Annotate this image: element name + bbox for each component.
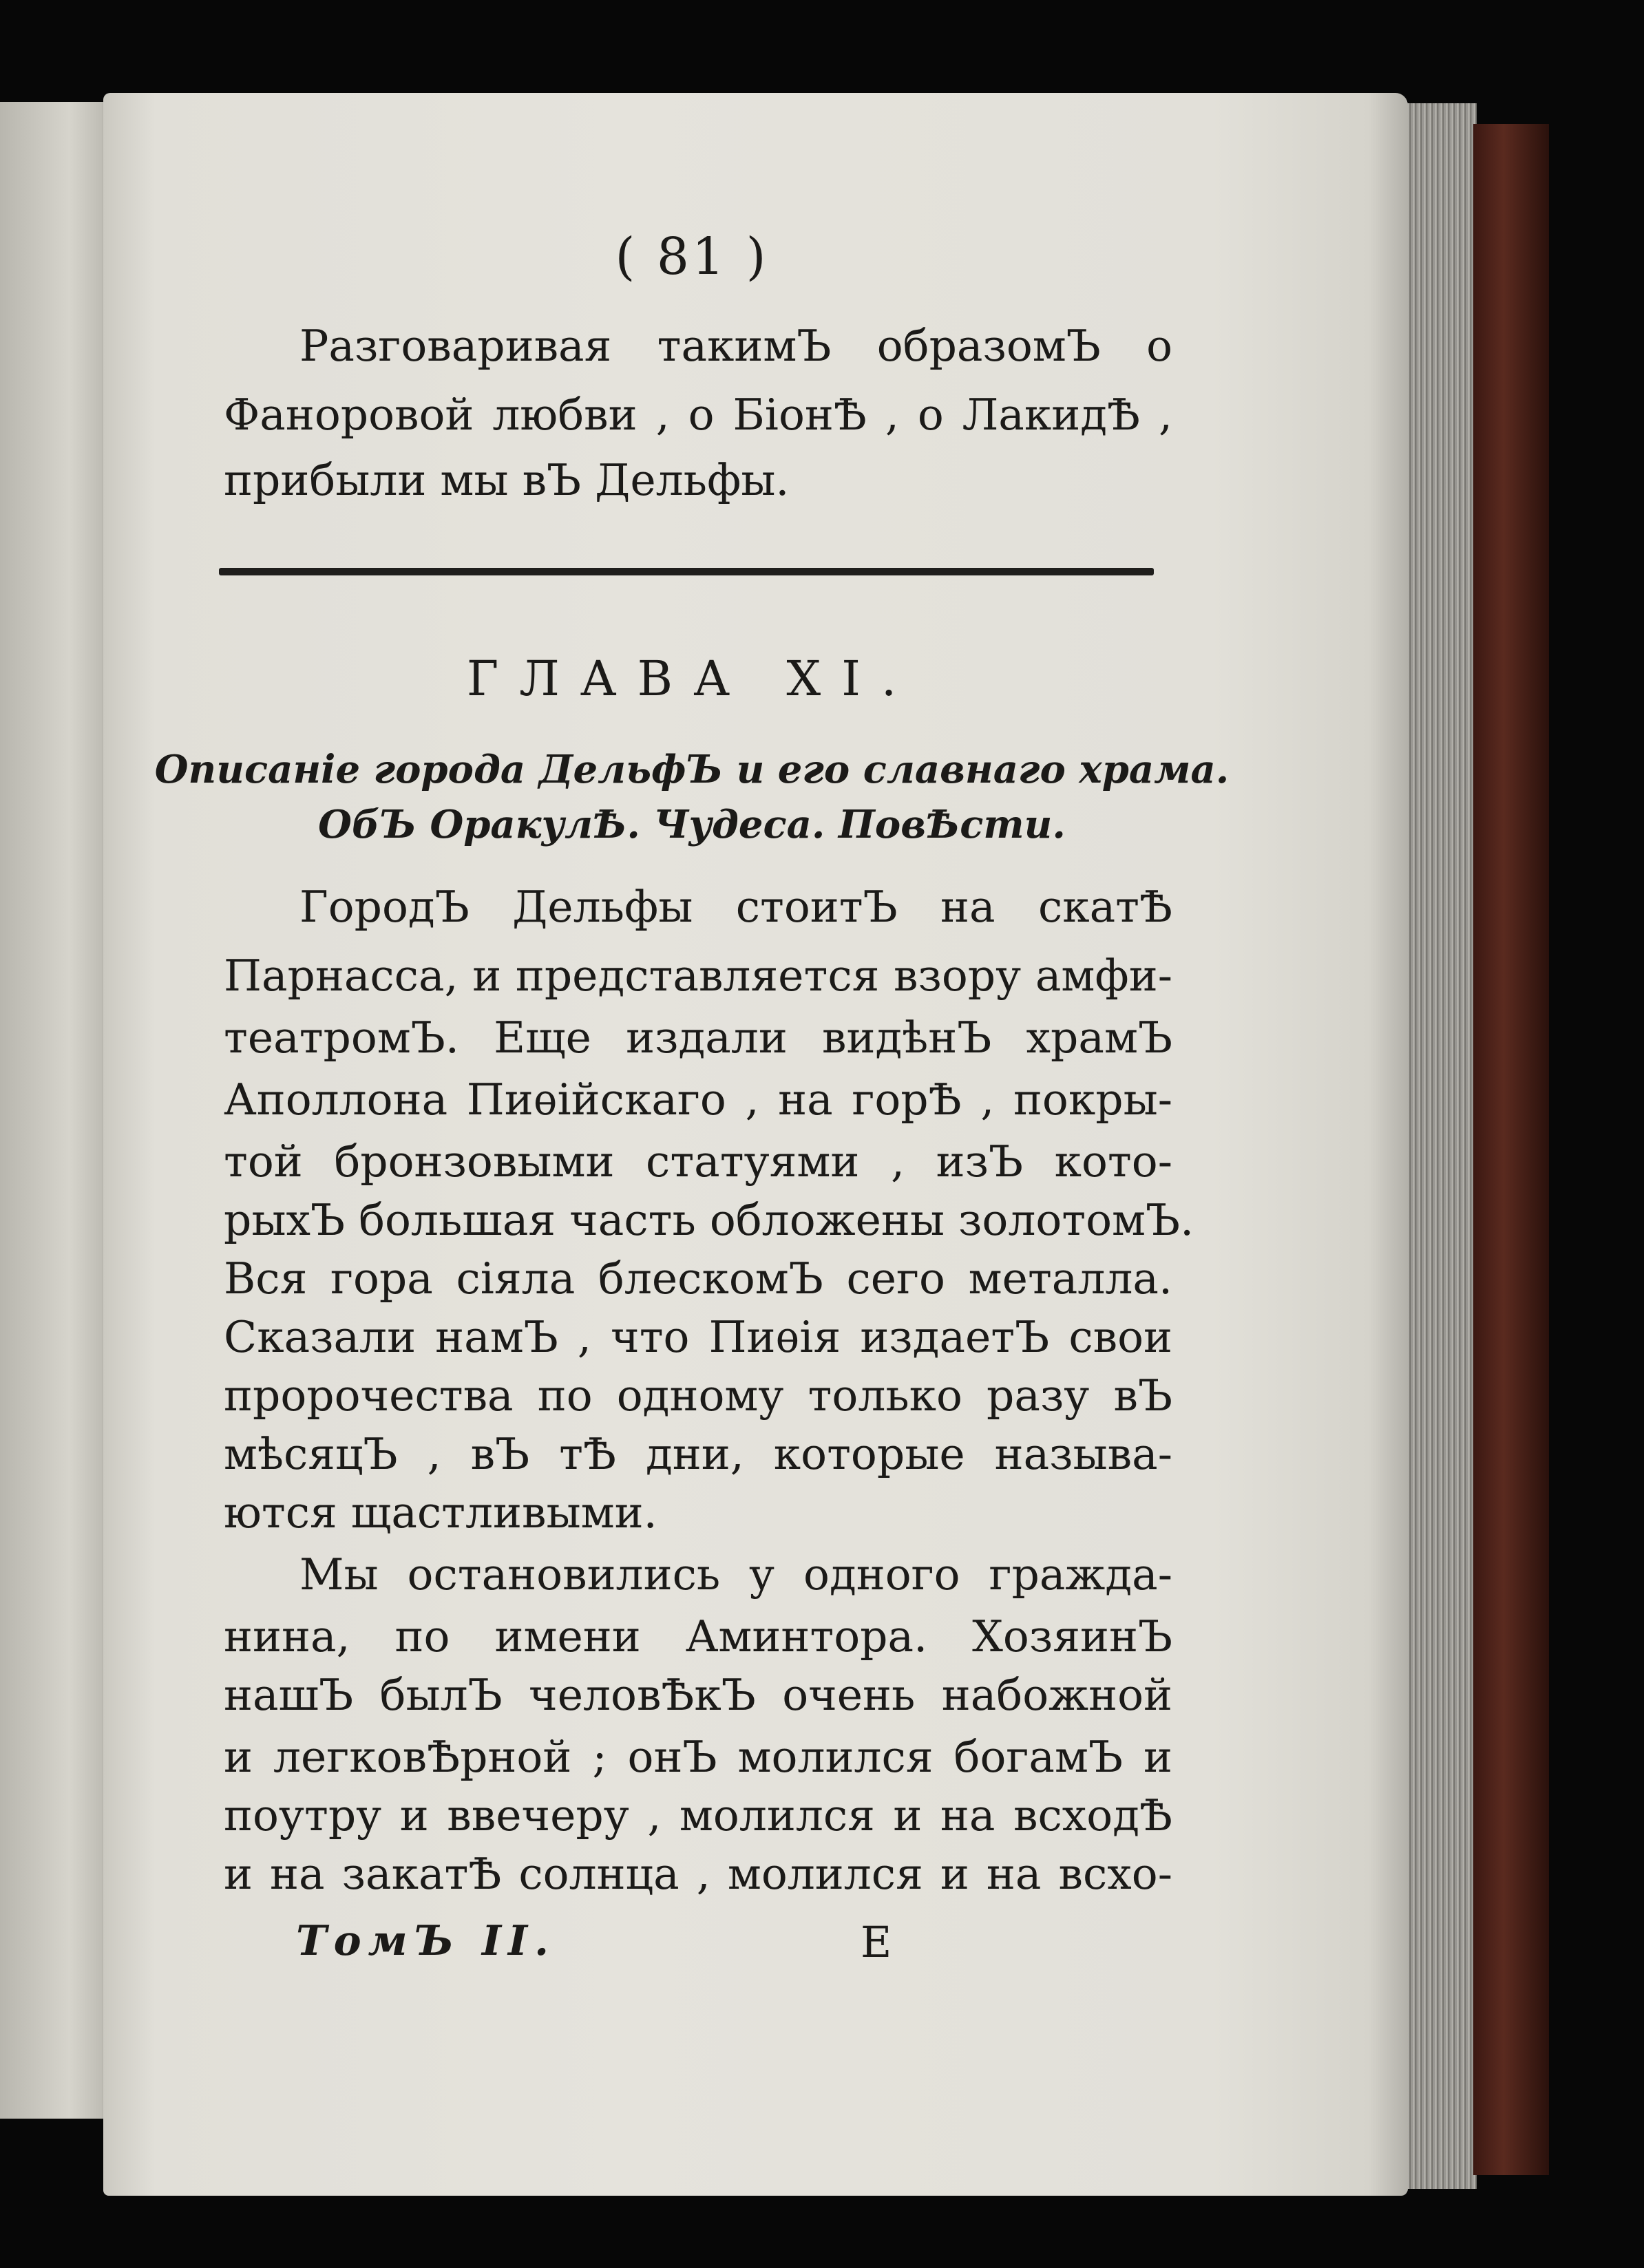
volume-label: ТомЪ II.: [296, 1917, 556, 1965]
intro-line: прибыли мы вЪ Дельфы.: [224, 455, 790, 505]
paragraph-line: Аполлона Пиѳійскаго , на горѢ , покры-: [224, 1074, 1172, 1125]
section-divider: [219, 568, 1154, 575]
paragraph-line: Мы остановились у одного гражда-: [299, 1549, 1172, 1600]
paragraph-line: рыхЪ большая часть обложены золотомЪ.: [224, 1195, 1194, 1245]
chapter-subtitle-line: Описаніе города ДельфЪ и его славнаго храма.: [154, 747, 1230, 792]
paragraph-line: и легковѢрной ; онЪ молился богамЪ и: [224, 1732, 1172, 1782]
paragraph-line: нина, по имени Аминтора. ХозяинЪ: [224, 1611, 1172, 1662]
signature-mark: Е: [861, 1917, 892, 1967]
paragraph-line: мѣсяцЪ , вЪ тѢ дни, которые называ-: [224, 1429, 1172, 1479]
paragraph-line: Сказали намЪ , что Пиѳія издаетЪ свои: [224, 1312, 1172, 1362]
chapter-title: ГЛАВА XI.: [466, 650, 918, 707]
paragraph-line: той бронзовыми статуями , изЪ кото-: [224, 1136, 1172, 1187]
book-cover-edge: [1473, 124, 1549, 2175]
paragraph-line: и на закатѢ солнца , молился и на всхо-: [224, 1849, 1172, 1899]
intro-line: Разговаривая такимЪ образомЪ о: [299, 321, 1172, 371]
paragraph-line: нашЪ былЪ человѢкЪ очень набожной: [224, 1670, 1172, 1720]
chapter-subtitle-line: ОбЪ ОракулѢ. Чудеса. ПовѢсти.: [318, 802, 1066, 847]
paragraph-line: Парнасса, и представляется взору амфи-: [224, 951, 1172, 1001]
paragraph-line: Вся гора сіяла блескомЪ сего металла.: [224, 1253, 1172, 1304]
paragraph-line: поутру и ввечеру , молился и на всходѢ: [224, 1790, 1172, 1841]
page-number: ( 81 ): [615, 227, 769, 286]
page-stack-edges: [1401, 103, 1477, 2189]
paragraph-line: ГородЪ Дельфы стоитЪ на скатѢ: [299, 882, 1172, 932]
paragraph-line: ются щастливыми.: [224, 1487, 657, 1538]
left-page-edge: [0, 102, 116, 2119]
paragraph-line: пророчества по одному только разу вЪ: [224, 1370, 1172, 1421]
intro-line: Фаноровой любви , о БіонѢ , о ЛакидѢ ,: [224, 390, 1172, 440]
paragraph-line: театромЪ. Еще издали видѣнЪ храмЪ: [224, 1013, 1172, 1063]
